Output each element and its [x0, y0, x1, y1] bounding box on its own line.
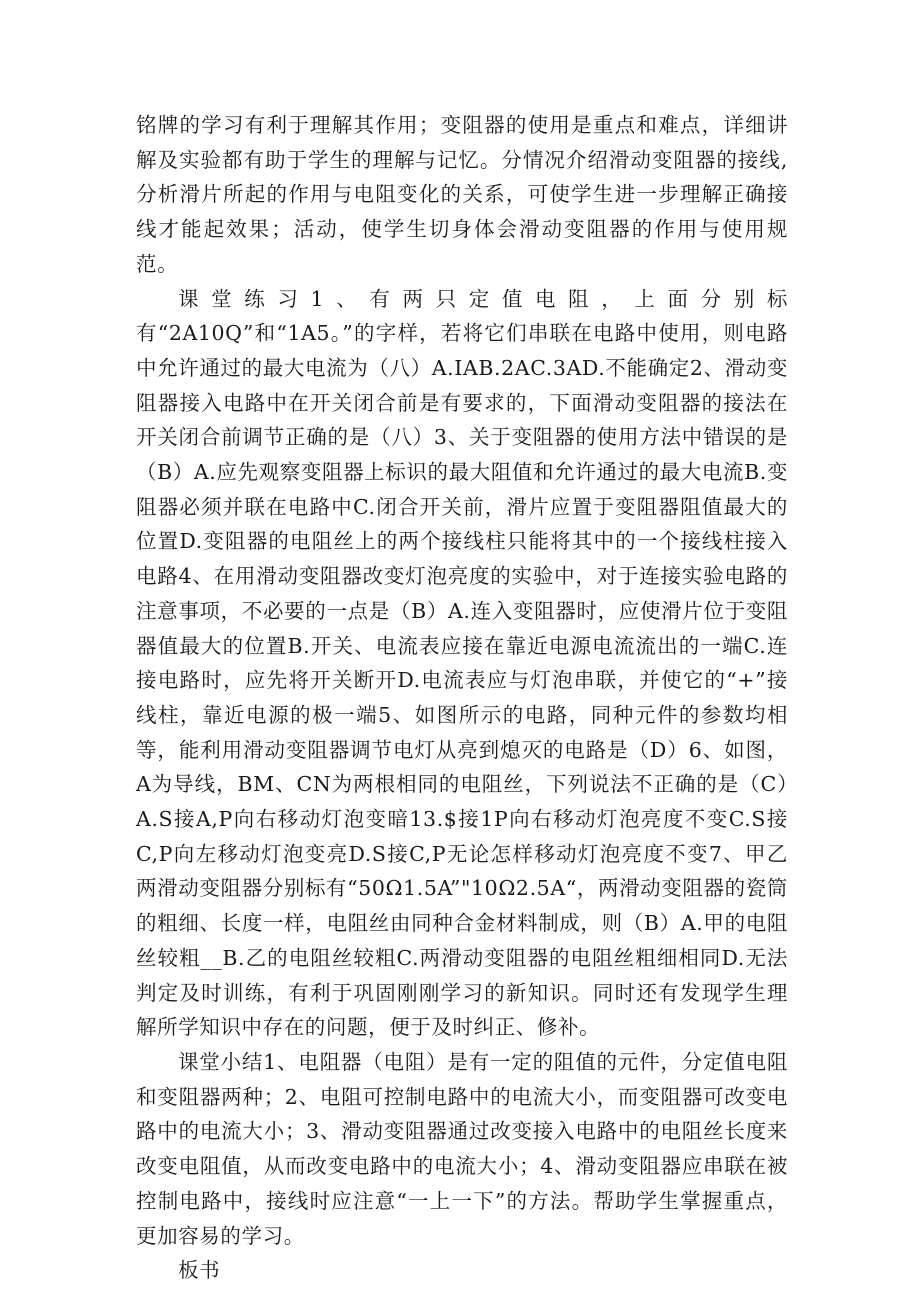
paragraph-classroom-exercises: 课堂练习1、有两只定值电阻，上面分别标有“2A10Q”和“1A5。”的字样，若将它们串联在电路中使用，则电路中允许通过的最大电流为（八）A.IAB.2AC.3AD.不能确定2、滑动变阻器接入电路中在开关闭合前是有要求的，下面滑动变阻器的接法在开关闭合前调节正确的是（八）3、关于变阻器的使用方法中错误的是（B）A.应先观察变阻器上标识的最大阻值和允许通过的最大电流B.变阻器必须并联在电路中C.闭合开关前，滑片应置于变阻器阻值最大的位置D.变阻器的电阻丝上的两个接线柱只能将其中的一个接线柱接入电路4、在用滑动变阻器改变灯泡亮度的实验中，对于连接实验电路的注意事项，不必要的一点是（B）A.连入变阻器时，应使滑片位于变阻器值最大的位置B.开关、电流表应接在靠近电源电流流出的一端C.连接电路时，应先将开关断开D.电流表应与灯泡串联，并使它的“+”接线柱，靠近电源的极一端5、如图所示的电路，同种元件的参数均相等，能利用滑动变阻器调节电灯从亮到熄灭的电路是（D）6、如图，A为导线，BM、CN为两根相同的电阻丝，下列说法不正确的是（C）A.S接A,P向右移动灯泡变暗13.$接1P向右移动灯泡亮度不变C.S接C,P向左移动灯泡变亮D.S接C,P无论怎样移动灯泡亮度不变7、甲乙两滑动变阻器分别标有“50Ω1.5A”"10Ω2.5A“，两滑动变阻器的瓷筒的粗细、长度一样，电阻丝由同种合金材料制成，则（B）A.甲的电阻丝较粗__B.乙的电阻丝较粗C.两滑动变阻器的电阻丝粗细相同D.无法判定及时训练，有利于巩固刚刚学习的新知识。同时还有发现学生理解所学知识中存在的问题，便于及时纠正、修补。 [136, 286, 788, 1040]
document-body [136, 108, 788, 1288]
board-label: 板书 [178, 1258, 221, 1283]
paragraph-intro: 铭牌的学习有利于理解其作用；变阻器的使用是重点和难点，详细讲解及实验都有助于学生的理解与记忆。分情况介绍滑动变阻器的接线,分析滑片所起的作用与电阻变化的关系，可使学生进一步理解正确接线才能起效果；活动，使学生切身体会滑动变阻器的作用与使用规范。 [136, 113, 788, 276]
paragraph-classroom-summary: 课堂小结1、电阻器（电阻）是有一定的阻值的元件，分定值电阻和变阻器两种；2、电阻可控制电路中的电流大小，而变阻器可改变电路中的电流大小；3、滑动变阻器通过改变接入电路中的电阻丝长度来改变电阻值，从而改变电路中的电流大小；4、滑动变阻器应串联在被控制电路中，接线时应注意“一上一下”的方法。帮助学生掌握重点，更加容易的学习。 [136, 1049, 788, 1248]
